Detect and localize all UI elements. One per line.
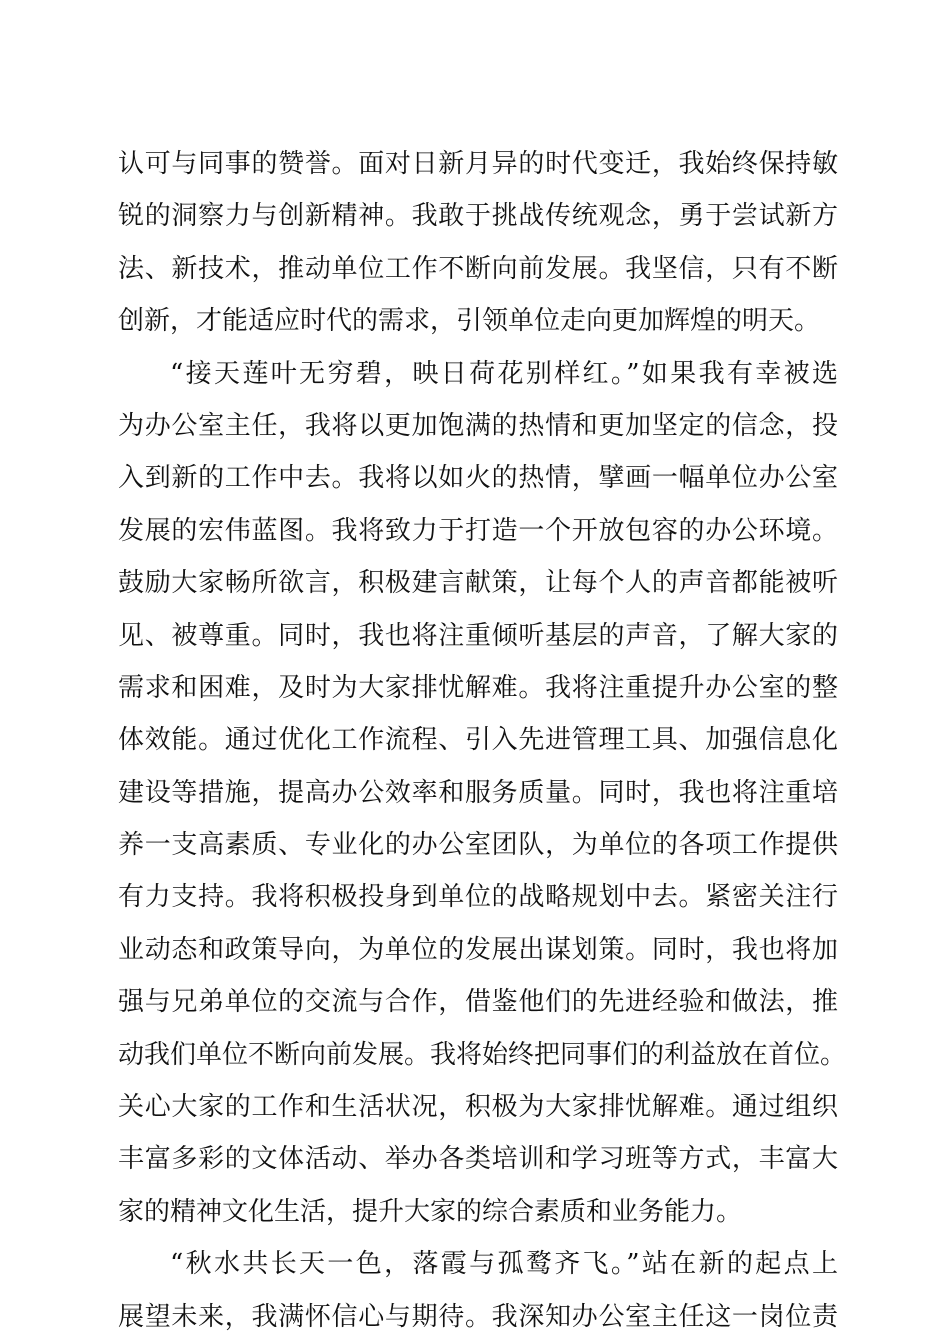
- text-line: 发展的宏伟蓝图。我将致力于打造一个开放包容的办公环境。: [118, 515, 838, 546]
- text-line: 入到新的工作中去。我将以如火的热情，擘画一幅单位办公室: [118, 463, 838, 494]
- text-line: 见、被尊重。同时，我也将注重倾听基层的声音，了解大家的: [118, 620, 838, 651]
- text-line: 锐的洞察力与创新精神。我敢于挑战传统观念，勇于尝试新方: [118, 201, 838, 232]
- paragraph-first-line: “接天莲叶无穷碧，映日荷花别样红。”如果我有幸被选: [170, 358, 838, 389]
- text-line: 创新，才能适应时代的需求，引领单位走向更加辉煌的明天。: [118, 306, 821, 337]
- text-line: 动我们单位不断向前发展。我将始终把同事们的利益放在首位。: [118, 1039, 847, 1070]
- text-line: 丰富多彩的文体活动、举办各类培训和学习班等方式，丰富大: [118, 1144, 838, 1175]
- text-line: 体效能。通过优化工作流程、引入先进管理工具、加强信息化: [118, 725, 838, 756]
- text-line: 展望未来，我满怀信心与期待。我深知办公室主任这一岗位责: [118, 1301, 838, 1332]
- text-line: 关心大家的工作和生活状况，积极为大家排忧解难。通过组织: [118, 1092, 838, 1123]
- body-text: [118, 138, 847, 1343]
- paragraph-first-line: “秋水共长天一色，落霞与孤鹜齐飞。”站在新的起点上: [170, 1249, 838, 1280]
- text-line: 需求和困难，及时为大家排忧解难。我将注重提升办公室的整: [118, 672, 838, 703]
- text-line: 强与兄弟单位的交流与合作，借鉴他们的先进经验和做法，推: [118, 987, 838, 1018]
- text-line: 养一支高素质、专业化的办公室团队，为单位的各项工作提供: [118, 830, 838, 861]
- text-line: 认可与同事的赞誉。面对日新月异的时代变迁，我始终保持敏: [118, 149, 838, 179]
- text-line: 有力支持。我将积极投身到单位的战略规划中去。紧密关注行: [118, 882, 838, 913]
- text-line: 业动态和政策导向，为单位的发展出谋划策。同时，我也将加: [118, 934, 838, 965]
- text-line: 家的精神文化生活，提升大家的综合素质和业务能力。: [118, 1196, 743, 1227]
- text-line: 为办公室主任，我将以更加饱满的热情和更加坚定的信念，投: [118, 410, 838, 441]
- text-line: 法、新技术，推动单位工作不断向前发展。我坚信，只有不断: [118, 253, 838, 284]
- text-line: 建设等措施，提高办公效率和服务质量。同时，我也将注重培: [118, 777, 838, 808]
- text-line: 鼓励大家畅所欲言，积极建言献策，让每个人的声音都能被听: [118, 568, 838, 599]
